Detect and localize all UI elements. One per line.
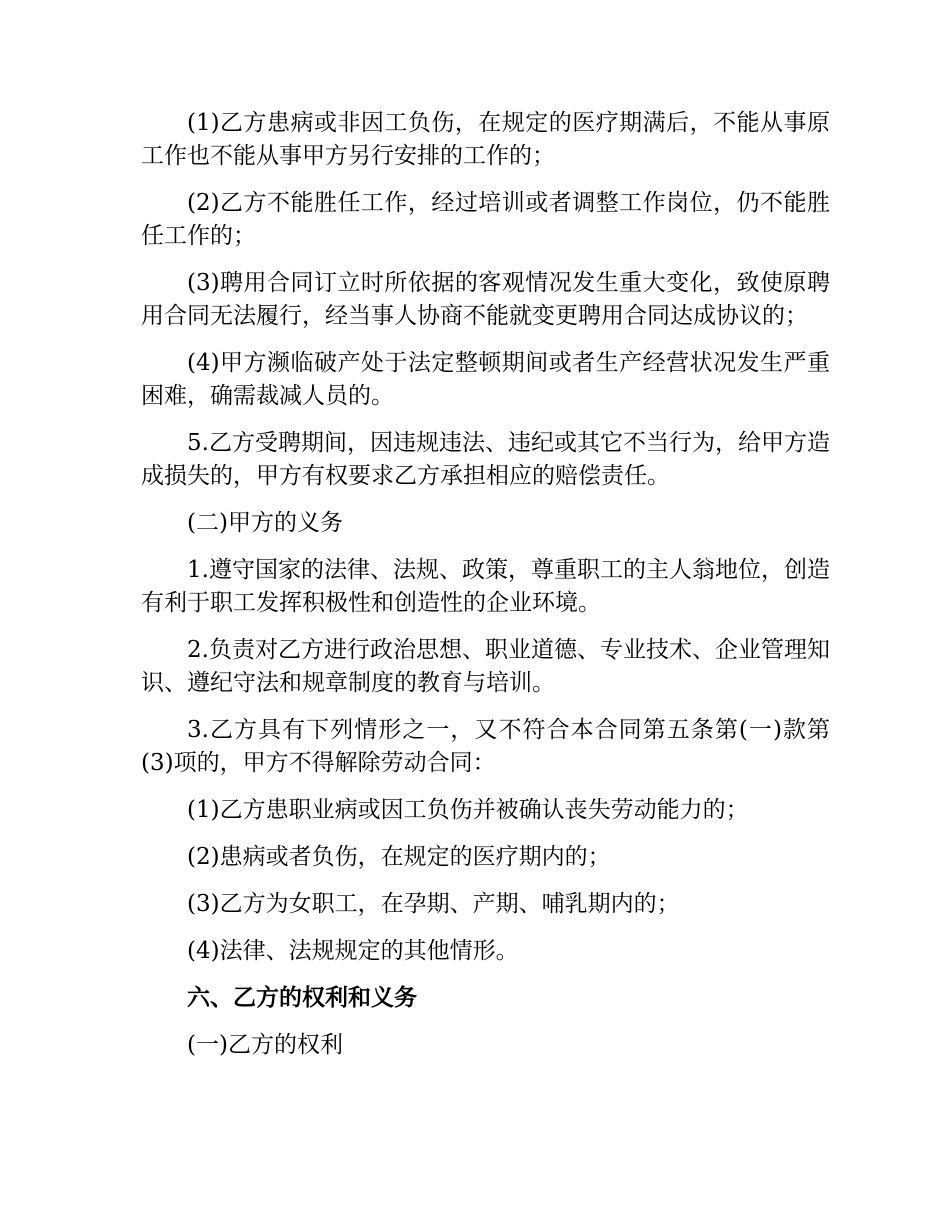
paragraph-3: (3)聘用合同订立时所依据的客观情况发生重大变化，致使原聘用合同无法履行，经当事人协商不能就变更聘用合同达成协议的； — [141, 270, 830, 329]
paragraph-8: 2.负责对乙方进行政治思想、职业道德、专业技术、企业管理知识、遵纪守法和规章制度的教育与培训。 — [141, 637, 830, 696]
paragraph-11: (2)患病或者负伤，在规定的医疗期内的； — [187, 844, 611, 870]
paragraph-4: (4)甲方濒临破产处于法定整顿期间或者生产经营状况发生严重困难，确需裁减人员的。 — [141, 350, 830, 409]
section-heading-party-b-rights-obligations: 六、乙方的权利和义务 — [187, 985, 417, 1011]
paragraph-7: 1.遵守国家的法律、法规、政策，尊重职工的主人翁地位，创造有利于职工发挥积极性和创造性的企业环境。 — [141, 557, 830, 616]
paragraph-13: (4)法律、法规规定的其他情形。 — [187, 938, 519, 964]
paragraph-10: (1)乙方患职业病或因工负伤并被确认丧失劳动能力的； — [187, 797, 749, 823]
paragraph-5: 5.乙方受聘期间，因违规违法、违纪或其它不当行为，给甲方造成损失的，甲方有权要求乙方承担相应的赔偿责任。 — [141, 430, 830, 489]
paragraph-2: (2)乙方不能胜任工作，经过培训或者调整工作岗位，仍不能胜任工作的； — [141, 190, 830, 249]
section-subheading-party-a-obligations: (二)甲方的义务 — [187, 510, 343, 536]
paragraph-12: (3)乙方为女职工，在孕期、产期、哺乳期内的； — [187, 891, 680, 917]
section-subheading-party-b-rights: (一)乙方的权利 — [187, 1032, 343, 1058]
paragraph-9: 3.乙方具有下列情形之一，又不符合本合同第五条第(一)款第(3)项的，甲方不得解除劳动合同： — [141, 717, 830, 776]
paragraph-1: (1)乙方患病或非因工负伤，在规定的医疗期满后，不能从事原工作也不能从事甲方另行安排的工作的； — [141, 110, 830, 169]
